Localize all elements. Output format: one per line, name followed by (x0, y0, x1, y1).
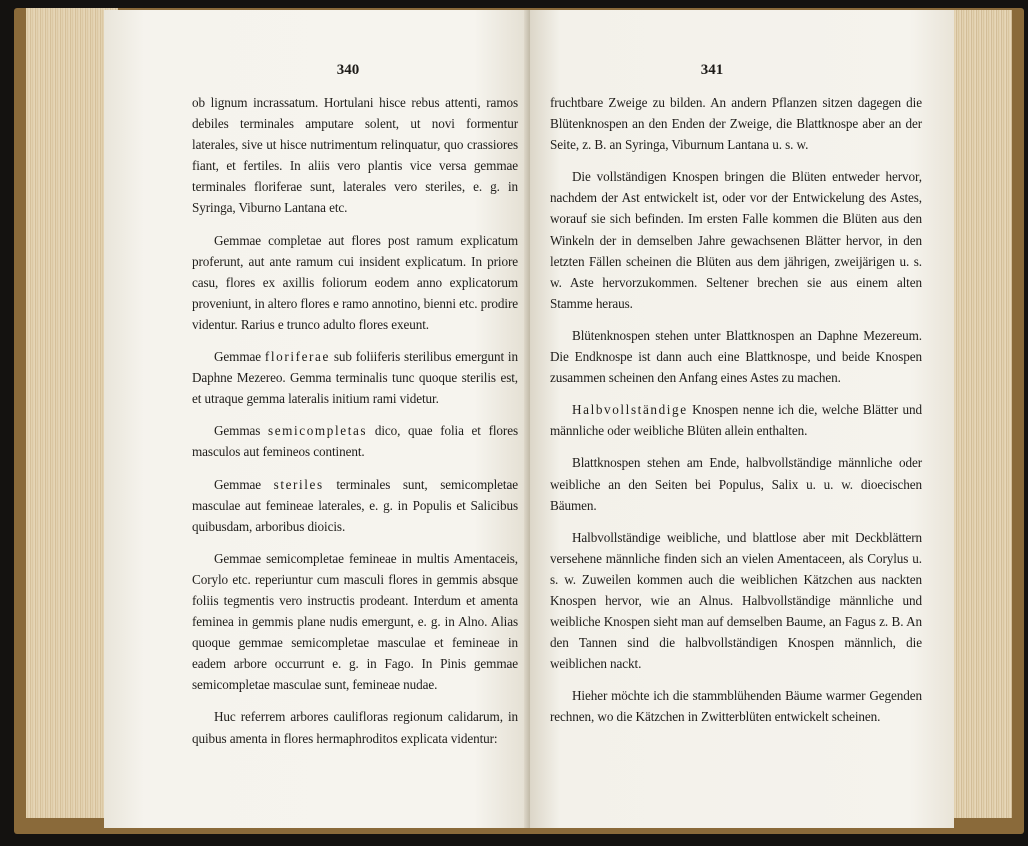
paragraph (192, 420, 518, 462)
spaced-term: semicompletas (267, 423, 368, 439)
paragraph-lead: Gemmas (214, 423, 268, 439)
paragraph: ob lignum incrassatum. Hortulani hisce rebus attenti, ramos debiles terminales amputare solent, ut novi formentur laterales, sive ut hisce nutrimentum relinquatur, quo crassiores fiant, et fertiles. In aliis vero plantis vice versa gemmae terminales floriferae sunt, laterales vero steriles, e. g. in Syringa, Viburno Lantana etc. (192, 95, 518, 216)
paragraph: Halbvollständige weibliche, und blattlose aber mit Deckblättern versehene männliche finden sich an vielen Amentaceen, als Corylus u. s. w. Zuweilen kommen auch die weiblichen Kätzchen aus nackten Knospen hervor, wie an Alnus. Halbvollständige männliche und weibliche Knospen sieht man auf demselben Baume, an Fagus z. B. An den Tannen sind die halbvollständigen Knospen männlich, die weiblichen nackt. (550, 529, 922, 672)
spaced-term: steriles (273, 476, 324, 492)
left-page-number: 340 (336, 62, 360, 78)
spaced-term: floriferae (264, 349, 330, 365)
paragraph: Gemmae completae aut flores post ramum explicatum proferunt, aut ante ramum cui insident explicatum. In priore casu, flores ex axillis foliorum eodem anno explicatorum proveniunt, in altero flores e ramo annotino, bienni etc. prodire videntur. Rarius e trunco adulto flores exeunt. (192, 232, 519, 332)
right-page-edges (952, 10, 1012, 818)
spaced-term: Halbvollständige (572, 402, 688, 418)
paragraph-rest: dico, quae folia et flores masculos aut femineos continent. (192, 423, 518, 460)
paragraph-rest: sub foliiferis sterilibus emergunt in Daphne Mezereo. Gemma terminalis tunc quoque sterilis est, et utraque gemma lateralis initium rami videtur. (192, 349, 518, 407)
paragraph: Blütenknospen stehen unter Blattknospen an Daphne Mezereum. Die Endknospe ist dann auch eine Blattknospe, und beide Knospen zusammen scheinen den Anfang eines Astes zu machen. (550, 327, 922, 386)
right-page-text (550, 92, 922, 739)
paragraph (192, 474, 518, 537)
right-page-number: 341 (700, 62, 724, 78)
right-page (530, 10, 954, 828)
paragraph: Hieher möchte ich die stammblühenden Bäume warmer Gegenden rechnen, wo die Kätzchen in Zwitterblüten entwickelt scheinen. (550, 688, 922, 725)
paragraph (192, 346, 518, 409)
paragraph-lead: Gemmae (214, 476, 274, 492)
paragraph-rest: terminales sunt, semicompletae masculae aut femineae laterales, e. g. in Populis et Salicibus quibusdam, arboribus dioicis. (192, 476, 519, 534)
paragraph (550, 399, 922, 441)
paragraph: Huc referrem arbores caulifloras regionum calidarum, in quibus amenta in flores hermaphroditos explicata videntur: (192, 709, 518, 746)
paragraph: fruchtbare Zweige zu bilden. An andern Pflanzen sitzen dagegen die Blütenknospen an den Enden der Zweige, die Blattknospe aber an der Seite, z. B. an Syringa, Viburnum Lantana u. s. w. (550, 95, 922, 153)
paragraph-rest: Knospen nenne ich die, welche Blätter und männliche oder weibliche Blüten allein enthalten. (550, 402, 922, 439)
left-page-text (192, 92, 518, 760)
paragraph: Die vollständigen Knospen bringen die Blüten entweder hervor, nachdem der Ast entwickelt ist, oder vor der Entwickelung des Astes, worauf sie sich befinden. Im ersten Falle kommen die Blüten aus den Winkeln der in demselben Jahre gewachsenen Blätter hervor, in den letzten Fällen scheinen die Blüten aus dem jährigen, zweijärigen u. s. w. Aste hervorzukommen. Seltener brechen sie aus einem alten Stamme heraus. (550, 169, 922, 311)
left-page (104, 10, 532, 828)
paragraph: Blattknospen stehen am Ende, halbvollständige männliche oder weibliche an den Seiten bei Populus, Salix u. u. w. dioecischen Bäumen. (550, 455, 922, 513)
paragraph: Gemmae semicompletae femineae in multis Amentaceis, Corylo etc. reperiuntur cum masculi flores in gemmis absque foliis tegmentis vero instructis prodeant. Interdum et amenta feminea in gemmis plane nudis emergunt, e. g. in Alno. Alias quoque gemmae semicompletae masculae et femineae in eadem arbore occurrunt e. g. in Fago. In Pinis gemmae semicompletae masculae sunt, femineae nudae. (192, 550, 518, 693)
paragraph-lead: Gemmae (214, 349, 265, 365)
